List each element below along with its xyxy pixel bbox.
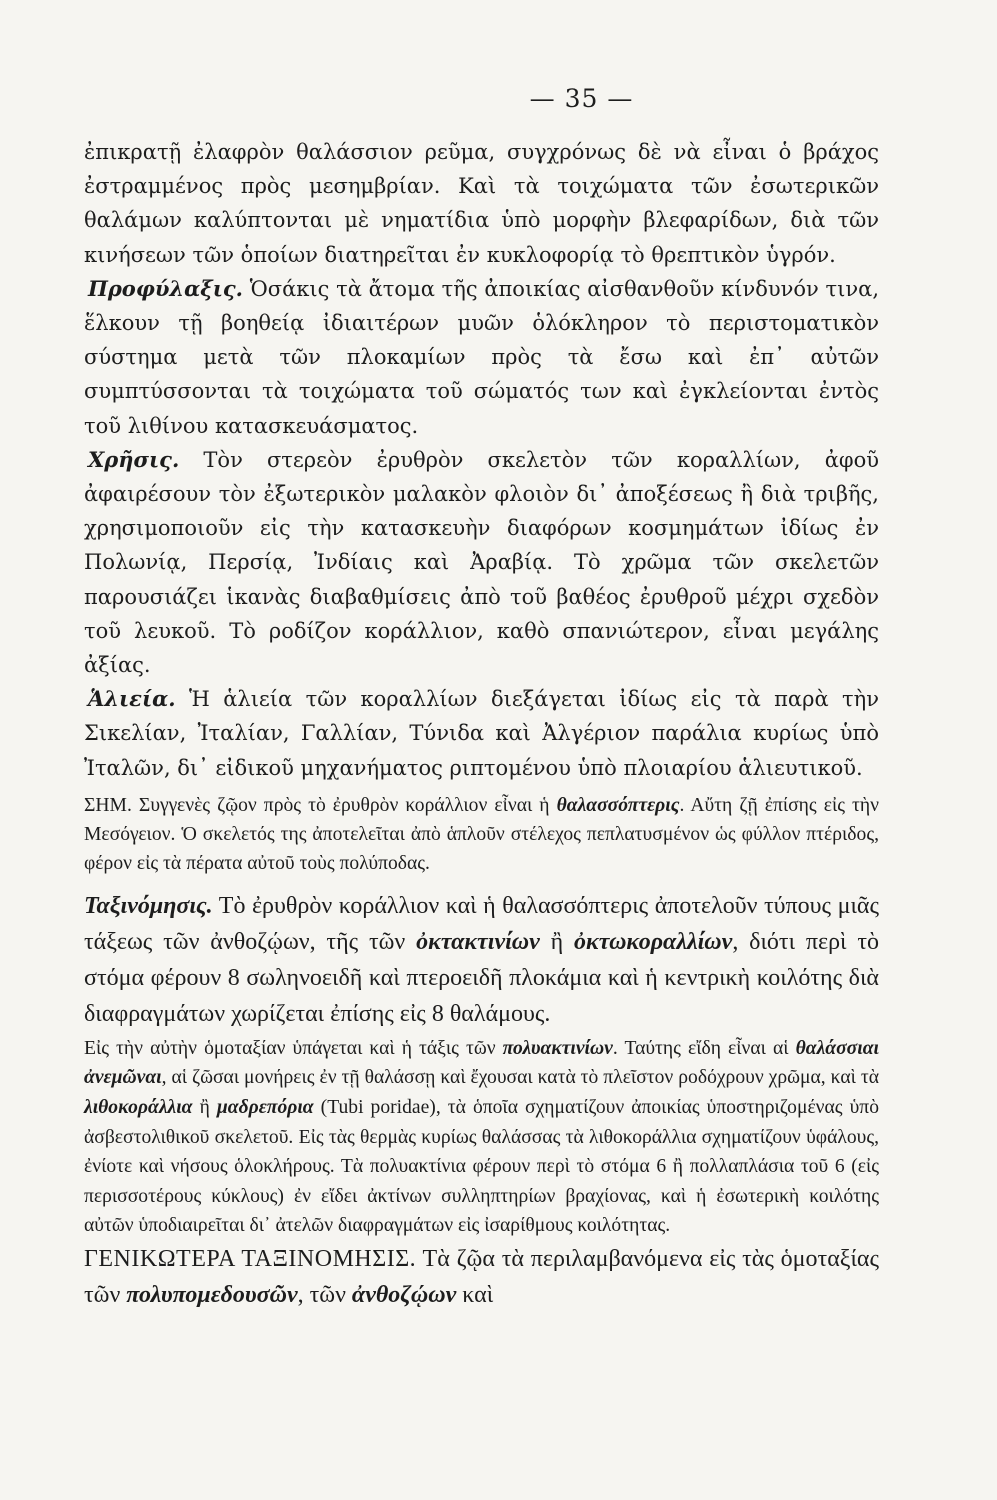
- polyactinia-text-e: (Tubi poridae), τὰ ὁποῖα σχηματίζουν ἀποικίας ὑποστηριζομένας ὑπὸ ἀσβεστολιθικοῦ σκελετοῦ. Εἰς τὰς θερμὰς κυρίως θαλάσσας τὰ λιθοκοράλλια σχηματίζουν ὑφάλους, ἐνίοτε καὶ νήσους ὁλοκλήρους. Τὰ πολυακτίνια φέρουν περὶ τὸ στόμα 6 ἢ πολλαπλάσια τοῦ 6 (εἰς περισσοτέρους κύκλους) ἐν εἴδει ἀκτίνων συλληπτηρίων βραχίονας, καὶ ἡ ἐσωτερικὴ κοιλότης αὐτῶν ὑποδιαιρεῖται δι᾿ ἀτελῶν διαφραγμάτων εἰς ἰσαρίθμους κοιλότητας.: [84, 1097, 879, 1237]
- heading-use: Χρῆσις.: [88, 446, 180, 472]
- heading-fishing: Ἁλιεία.: [88, 686, 176, 712]
- paragraph-protection: [84, 272, 879, 443]
- general-text-a: Τὰ ζῷα τὰ περιλαμβανόμενα εἰς τὰς ὁμοταξίας τῶν: [84, 1246, 879, 1309]
- paragraph-intro: [84, 135, 879, 272]
- paragraph-use: [84, 443, 879, 682]
- term-octocorallia: ὀκτωκοραλλίων: [574, 928, 733, 955]
- polyactinia-text-a: Εἰς τὴν αὐτὴν ὁμοταξίαν ὑπάγεται καὶ ἡ τάξις τῶν: [84, 1037, 503, 1059]
- paragraph-fishing: [84, 682, 879, 785]
- classification-text-c: , διότι περὶ τὸ στόμα φέρουν 8 σωληνοειδῆ καὶ πτεροειδῆ πλοκάμια καὶ ἡ κεντρικὴ κοιλότης διὰ διαφραγμάτων χωρίζεται ἐπίσης εἰς 8 θαλάμους.: [84, 928, 879, 1027]
- term-octactinia: ὀκτακτινίων: [416, 928, 540, 955]
- note-rest: . Αὔτη ζῇ ἐπίσης εἰς τὴν Μεσόγειον. Ὁ σκελετός της ἀποτελεῖται ἀπὸ ἁπλοῦν στέλεχος πεπλατυσμένον ὡς φύλλον πτέριδος, φέρον εἰς τὰ πέρατα αὐτοῦ τοὺς πολύποδας.: [84, 794, 879, 874]
- paragraph-intro-text: ἐπικρατῇ ἐλαφρὸν θαλάσσιον ρεῦμα, συγχρόνως δὲ νὰ εἶναι ὁ βράχος ἐστραμμένος πρὸς μεσημβρίαν. Καὶ τὰ τοιχώματα τῶν ἐσωτερικῶν θαλάμων καλύπτονται μὲ νηματίδια ὑπὸ μορφὴν βλεφαρίδων, διὰ τῶν κινήσεων τῶν ὁποίων διατηρεῖται ἐν κυκλοφορίᾳ τὸ θρεπτικὸν ὑγρόν.: [84, 140, 879, 267]
- heading-general-classification: ΓΕΝΙΚΩΤΕΡΑ ΤΑΞΙΝΟΜΗΣΙΣ.: [84, 1246, 417, 1273]
- classification-text-b: ἢ: [539, 928, 575, 955]
- polyactinia-text-c: , αἱ ζῶσαι μονήρεις ἐν τῇ θαλάσσῃ καὶ ἔχουσαι κατὰ τὸ πλεῖστον ροδόχρουν χρῶμα, καὶ τὰ: [161, 1067, 879, 1089]
- page-number: — 35 —: [529, 84, 634, 113]
- paragraph-polyactinia: [84, 1034, 879, 1241]
- paragraph-general-classification: [84, 1241, 879, 1313]
- paragraph-use-text: Τὸν στερεὸν ἐρυθρὸν σκελετὸν τῶν κοραλλίων, ἀφοῦ ἀφαιρέσουν τὸν ἐξωτερικὸν μαλακὸν φλοιὸν δι᾿ ἀποξέσεως ἢ διὰ τριβῆς, χρησιμοποιοῦν εἰς τὴν κατασκευὴν διαφόρων κοσμημάτων ἰδίως ἐν Πολωνίᾳ, Περσίᾳ, Ἰνδίαις καὶ Ἀραβίᾳ. Τὸ χρῶμα τῶν σκελετῶν παρουσιάζει ἱκανὰς διαβαθμίσεις ἀπὸ τοῦ βαθέος ἐρυθροῦ μέχρι σχεδὸν τοῦ λευκοῦ. Τὸ ροδίζον κοράλλιον, καθὸ σπανιώτερον, εἶναι μεγάλης ἀξίας.: [84, 447, 879, 678]
- term-polypomedusae: πολυπομεδουσῶν: [126, 1282, 298, 1309]
- note-term: θαλασσόπτερις: [556, 794, 680, 816]
- term-lithocorals: λιθοκοράλλια: [84, 1097, 193, 1119]
- polyactinia-text-d: ἢ: [192, 1097, 217, 1119]
- term-polyactinia: πολυακτινίων: [502, 1037, 613, 1059]
- paragraph-classification: [84, 888, 879, 1032]
- heading-protection: Προφύλαξις.: [88, 275, 243, 301]
- term-anthozoa: ἀνθοζῴων: [351, 1282, 457, 1309]
- heading-classification: Ταξινόμησις.: [84, 892, 213, 919]
- term-sea-anemones: θαλάσσιαι ἀνεμῶναι: [84, 1037, 879, 1089]
- general-text-c: καὶ: [456, 1282, 494, 1309]
- paragraph-protection-text: Ὁσάκις τὰ ἄτομα τῆς ἀποικίας αἰσθανθοῦν κίνδυνόν τινα, ἕλκουν τῇ βοηθείᾳ ἰδιαιτέρων μυῶν ὁλόκληρον τὸ περιστοματικὸν σύστημα μετὰ τῶν πλοκαμίων πρὸς τὰ ἔσω καὶ ἐπ᾿ αὐτῶν συμπτύσσονται τὰ τοιχώματα τοῦ σώματός των καὶ ἐγκλείονται ἐντὸς τοῦ λιθίνου κατασκευάσματος.: [84, 276, 879, 438]
- note-block: [84, 791, 879, 878]
- note-prefix: ΣΗΜ. Συγγενὲς ζῷον πρὸς τὸ ἐρυθρὸν κοράλλιον εἶναι ἡ: [84, 794, 557, 816]
- paragraph-fishing-text: Ἡ ἁλιεία τῶν κοραλλίων διεξάγεται ἰδίως εἰς τὰ παρὰ τὴν Σικελίαν, Ἰταλίαν, Γαλλίαν, Τύνιδα καὶ Ἀλγέριον παράλια κυρίως ὑπὸ Ἰταλῶν, δι᾿ εἰδικοῦ μηχανήματος ριπτομένου ὑπὸ πλοιαρίου ἁλιευτικοῦ.: [84, 687, 879, 780]
- classification-text-a: Τὸ ἐρυθρὸν κοράλλιον καὶ ἡ θαλασσόπτερις ἀποτελοῦν τύπους μιᾶς τάξεως τῶν ἀνθοζῴων, τῆς τῶν: [84, 892, 879, 955]
- general-text-b: , τῶν: [297, 1282, 352, 1309]
- term-madrepores: μαδρεπόρια: [216, 1097, 314, 1119]
- polyactinia-text-b: . Ταύτης εἴδη εἶναι αἱ: [612, 1037, 796, 1059]
